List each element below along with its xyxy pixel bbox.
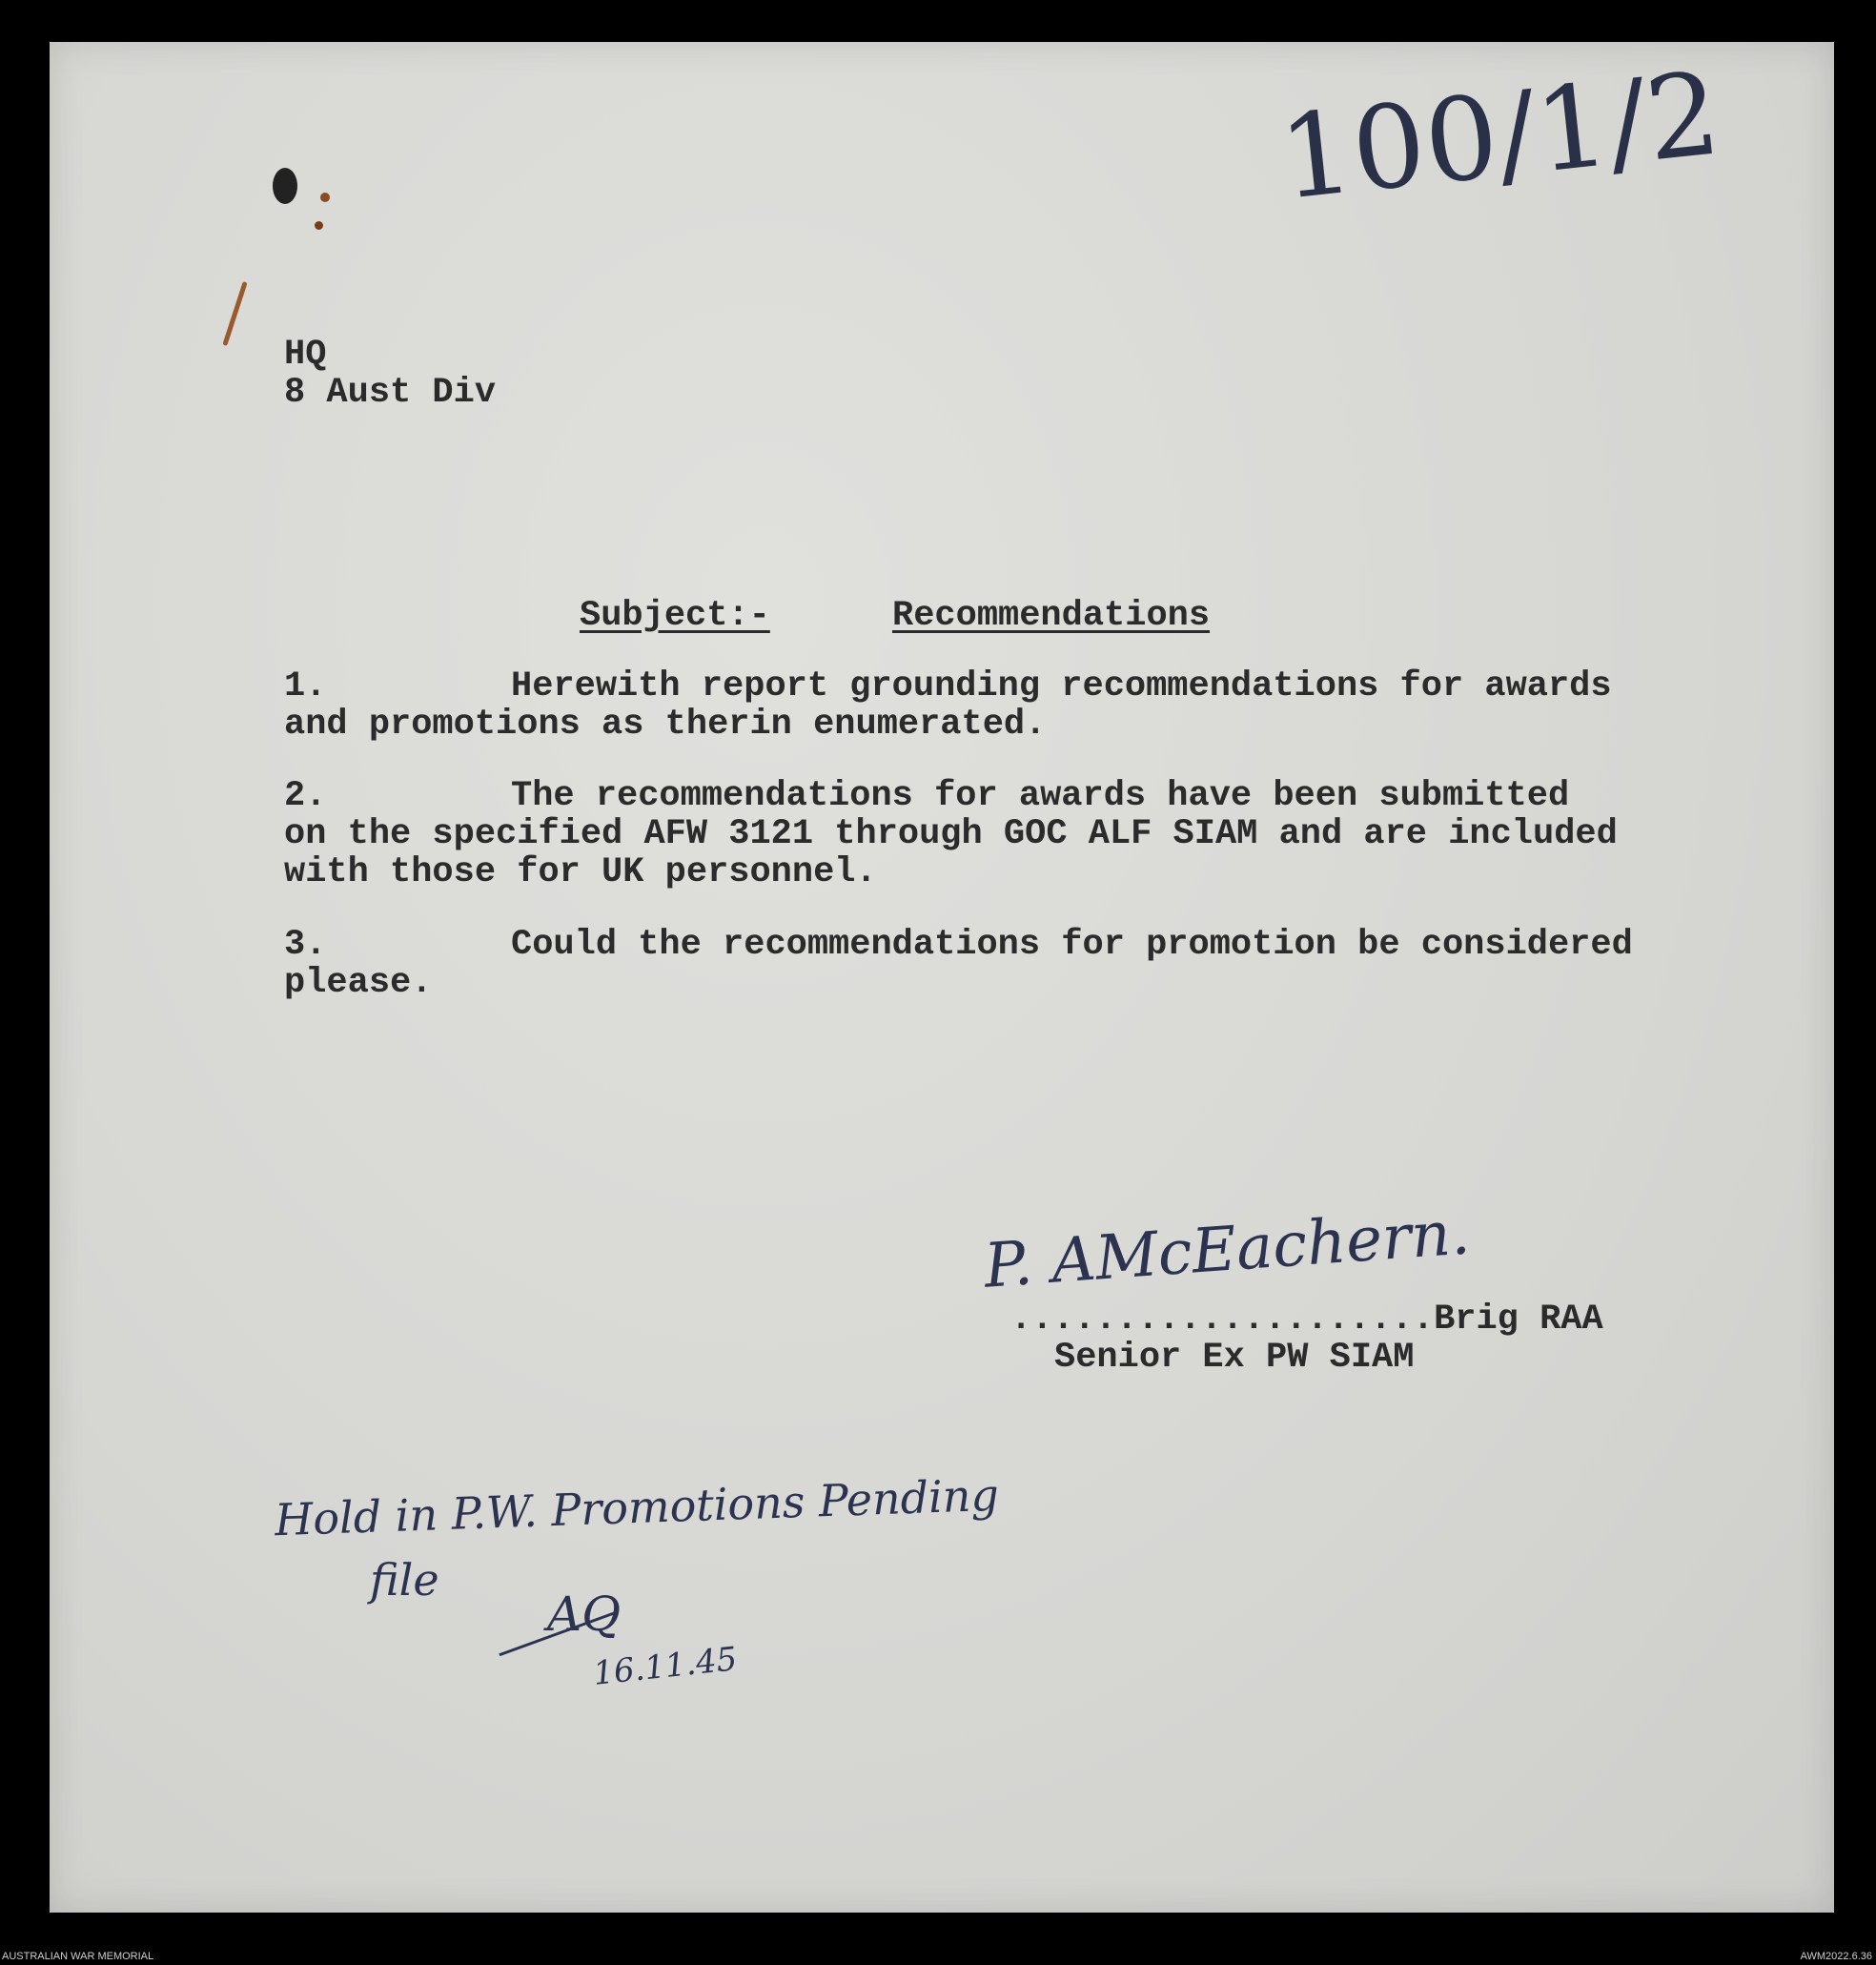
paragraph-2-line3: with those for UK personnel. [284,852,877,892]
reference-number: 100/1/2 [1274,48,1726,226]
address-line2: 8 Aust Div [284,373,497,413]
paragraph-1-number: 1. [284,666,327,706]
signature-title: Senior Ex PW SIAM [1054,1338,1415,1378]
paragraph-1-line1: Herewith report grounding recommendations for awards [511,666,1612,706]
rust-spot [315,221,323,230]
rust-mark [222,281,247,346]
subject-value: Recommendations [892,596,1211,636]
paragraph-3-number: 3. [284,925,327,965]
footer-left: AUSTRALIAN WAR MEMORIAL [2,1951,154,1962]
signature-rank-line: ....................Brig RAA [1010,1300,1603,1340]
annotation-initials: AQ [547,1586,622,1642]
paragraph-2-line2: on the specified AFW 3121 through GOC ALF SIAM and are included [284,814,1618,854]
annotation-date: 16.11.45 [591,1640,740,1693]
document-page [50,42,1834,1913]
address-line1: HQ [284,335,327,375]
paragraph-1-line2: and promotions as therin enumerated. [284,705,1047,745]
annotation-line2: file [370,1554,439,1606]
paragraph-3-line2: please. [284,963,433,1003]
signature: P. AMcEachern. [982,1197,1473,1302]
paragraph-3-line1: Could the recommendations for promotion be considered [511,925,1633,965]
rust-spot [320,193,330,202]
ink-stain [273,168,297,204]
subject-label: Subject:- [580,596,770,636]
paragraph-2-line1: The recommendations for awards have been submitted [511,776,1570,816]
paragraph-2-number: 2. [284,776,327,816]
annotation-line1: Hold in P.W. Promotions Pending [274,1468,1000,1546]
footer-right: AWM2022.6.36 [1800,1951,1872,1962]
